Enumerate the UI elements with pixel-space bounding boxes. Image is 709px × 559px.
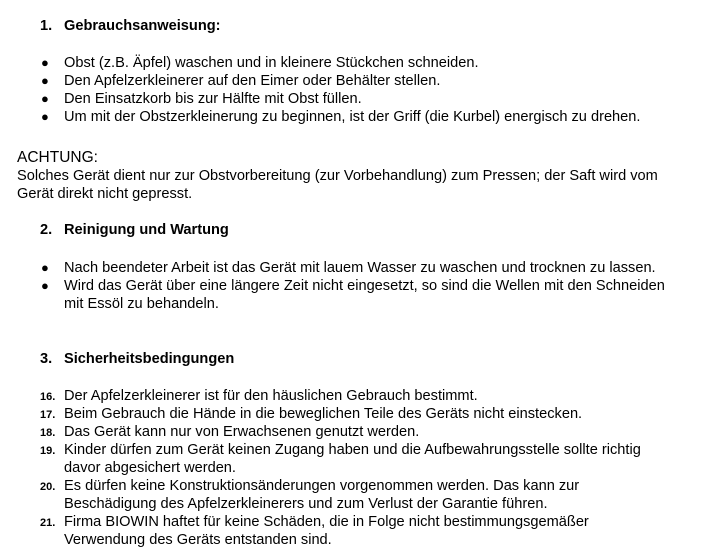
- achtung-title: ACHTUNG:: [17, 149, 98, 166]
- section-3-title: Sicherheitsbedingungen: [64, 351, 235, 367]
- list-item-text: Das Gerät kann nur von Erwachsenen genutzt werden.: [64, 424, 420, 440]
- list-item-text: Den Einsatzkorb bis zur Hälfte mit Obst füllen.: [64, 91, 362, 107]
- list-item: [40, 405, 650, 423]
- list-item-text: Firma BIOWIN haftet für keine Schäden, die in Folge nicht bestimmungsgemäßer Verwendung des Geräts entstanden sind.: [64, 514, 589, 548]
- list-item: [40, 90, 705, 108]
- list-item-text: Kinder dürfen zum Gerät keinen Zugang haben und die Aufbewahrungsstelle sollte richtig davor abgesichert werden.: [64, 442, 641, 476]
- bullet-icon: ●: [41, 91, 49, 106]
- item-number: 21.: [40, 517, 56, 529]
- section-1-heading: [40, 17, 221, 35]
- list-item-text: Der Apfelzerkleinerer ist für den häuslichen Gebrauch bestimmt.: [64, 388, 478, 404]
- list-item: [40, 108, 705, 126]
- list-item: [40, 387, 650, 405]
- list-item: [40, 423, 650, 441]
- section-2-list: [40, 259, 670, 313]
- section-1-number: 1.: [40, 18, 53, 34]
- item-number: 18.: [40, 427, 56, 439]
- list-item: [40, 513, 650, 549]
- bullet-icon: ●: [41, 73, 49, 88]
- item-number: 17.: [40, 409, 56, 421]
- item-number: 20.: [40, 481, 56, 493]
- achtung-text: Solches Gerät dient nur zur Obstvorbereitung (zur Vorbehandlung) zum Pressen; der Saft wird vom Gerät direkt nicht gepresst.: [17, 168, 658, 202]
- section-3-list: [40, 387, 650, 549]
- list-item: [40, 72, 705, 90]
- list-item-text: Wird das Gerät über eine längere Zeit nicht eingesetzt, so sind die Wellen mit den Schneiden mit Essöl zu behandeln.: [64, 278, 665, 312]
- list-item-text: Den Apfelzerkleinerer auf den Eimer oder Behälter stellen.: [64, 73, 441, 89]
- bullet-icon: ●: [41, 278, 49, 293]
- list-item-text: Obst (z.B. Äpfel) waschen und in kleinere Stückchen schneiden.: [64, 55, 479, 71]
- list-item-text: Um mit der Obstzerkleinerung zu beginnen, ist der Griff (die Kurbel) energisch zu drehen.: [64, 109, 641, 125]
- item-number: 16.: [40, 391, 56, 403]
- item-number: 19.: [40, 445, 56, 457]
- section-1-title: Gebrauchsanweisung:: [64, 18, 221, 34]
- bullet-icon: ●: [41, 55, 49, 70]
- list-item: [40, 277, 670, 313]
- list-item: [40, 441, 650, 477]
- section-3-number: 3.: [40, 351, 53, 367]
- list-item: [40, 54, 705, 72]
- bullet-icon: ●: [41, 109, 49, 124]
- bullet-icon: ●: [41, 260, 49, 275]
- list-item-text: Nach beendeter Arbeit ist das Gerät mit lauem Wasser zu waschen und trocknen zu lassen.: [64, 260, 656, 276]
- section-1-list: [40, 54, 705, 126]
- section-3-heading: [40, 350, 234, 368]
- section-2-number: 2.: [40, 222, 53, 238]
- section-2-heading: [40, 221, 229, 239]
- list-item-text: Beim Gebrauch die Hände in die beweglichen Teile des Geräts nicht einstecken.: [64, 406, 583, 422]
- section-2-title: Reinigung und Wartung: [64, 222, 229, 238]
- list-item: [40, 259, 670, 277]
- list-item: [40, 477, 650, 513]
- list-item-text: Es dürfen keine Konstruktionsänderungen vorgenommen werden. Das kann zur Beschädigung des Apfelzerkleinerers und zum Verlust der Garantie führen.: [64, 478, 580, 512]
